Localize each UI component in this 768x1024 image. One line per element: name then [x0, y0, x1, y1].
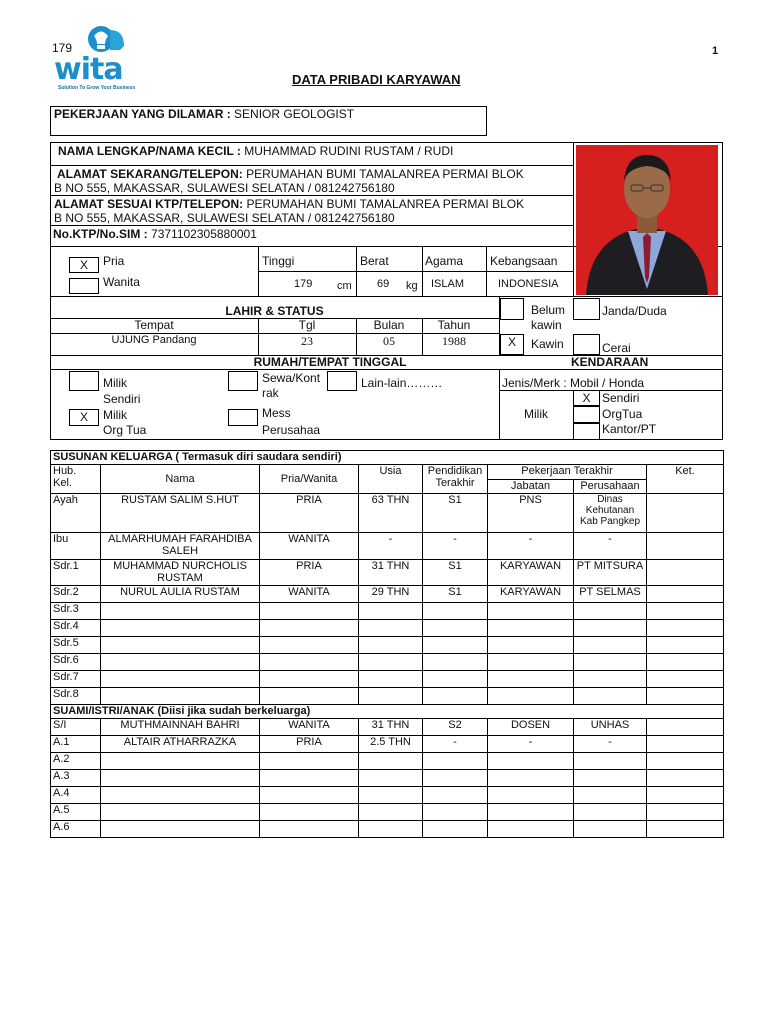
vehicle-type: Jenis/Merk : Mobil / Honda	[502, 376, 645, 390]
cell-ket	[647, 586, 724, 603]
family-header: SUSUNAN KELUARGA ( Termasuk diri saudara sendiri)	[51, 451, 724, 465]
cell-usia	[359, 770, 423, 787]
cell-hub: Sdr.5	[51, 637, 101, 654]
housing-mess-checkbox[interactable]	[228, 409, 258, 426]
table-row	[51, 494, 724, 533]
cell-hub: S/I	[51, 719, 101, 736]
gender-female-checkbox[interactable]	[69, 278, 99, 294]
col-notes: Ket.	[647, 465, 724, 494]
cell-ket	[647, 804, 724, 821]
birth-year-label: Tahun	[437, 318, 471, 332]
cell-ket	[647, 494, 724, 533]
table-row	[51, 736, 724, 753]
profile-photo	[576, 145, 718, 295]
cell-perusahaan	[574, 654, 647, 671]
vehicle-owner-label: Milik	[524, 407, 548, 421]
housing-mess-label-2: Perusahaa	[262, 423, 321, 437]
vehicle-parents-checkbox[interactable]	[573, 406, 600, 423]
birth-date-label: Tgl	[298, 318, 316, 332]
status-married-label: Kawin	[531, 337, 564, 351]
col-age: Usia	[359, 465, 423, 494]
cell-hub: A.4	[51, 787, 101, 804]
weight-unit: kg	[406, 280, 418, 292]
cell-pw	[260, 688, 359, 705]
job-value: SENIOR GEOLOGIST	[234, 107, 355, 121]
cell-nama	[101, 654, 260, 671]
vehicle-parents-label: OrgTua	[602, 407, 643, 421]
cell-perusahaan	[574, 787, 647, 804]
cell-usia: -	[359, 533, 423, 560]
housing-own-checkbox[interactable]	[69, 371, 99, 391]
cell-hub: Sdr.2	[51, 586, 101, 603]
cell-usia	[359, 787, 423, 804]
cell-perusahaan: UNHAS	[574, 719, 647, 736]
cell-perusahaan	[574, 821, 647, 838]
cell-jabatan: -	[488, 736, 574, 753]
table-row	[51, 821, 724, 838]
cell-pw	[260, 603, 359, 620]
cell-usia	[359, 654, 423, 671]
cell-nama	[101, 671, 260, 688]
cell-jabatan	[488, 688, 574, 705]
cell-ket	[647, 821, 724, 838]
cell-usia	[359, 821, 423, 838]
cell-pw	[260, 671, 359, 688]
cell-pend: -	[423, 736, 488, 753]
page-number-left: 179	[52, 41, 73, 55]
ktp-address-value-2: B NO 555, MAKASSAR, SULAWESI SELATAN / 081242756180	[54, 211, 395, 225]
cell-pend: S1	[423, 494, 488, 533]
cell-pw	[260, 753, 359, 770]
vehicle-header: KENDARAAN	[571, 355, 649, 369]
cell-nama: MUTHMAINNAH BAHRI	[101, 719, 260, 736]
job-field	[54, 107, 354, 121]
table-row	[51, 637, 724, 654]
cell-usia: 31 THN	[359, 560, 423, 586]
ktp-address-label: ALAMAT SESUAI KTP/TELEPON:	[54, 197, 244, 211]
cell-pw	[260, 821, 359, 838]
cell-jabatan: KARYAWAN	[488, 560, 574, 586]
table-row	[51, 620, 724, 637]
status-divorced-checkbox[interactable]	[573, 334, 600, 355]
full-name-label: NAMA LENGKAP/NAMA KECIL :	[58, 144, 241, 158]
cell-pend	[423, 770, 488, 787]
cell-pw: PRIA	[260, 560, 359, 586]
job-label: PEKERJAAN YANG DILAMAR :	[54, 107, 231, 121]
cell-nama	[101, 603, 260, 620]
cell-usia: 2.5 THN	[359, 736, 423, 753]
logo-tagline: Solution To Grow Your Business	[58, 85, 136, 91]
cell-hub: Sdr.1	[51, 560, 101, 586]
cell-usia: 29 THN	[359, 586, 423, 603]
cell-jabatan	[488, 654, 574, 671]
cell-pw	[260, 770, 359, 787]
current-address-value: PERUMAHAN BUMI TAMALANREA PERMAI BLOK	[246, 167, 524, 181]
cell-pw: WANITA	[260, 586, 359, 603]
cell-nama	[101, 787, 260, 804]
cell-jabatan: DOSEN	[488, 719, 574, 736]
housing-rent-label-1: Sewa/Kont	[262, 371, 321, 385]
cell-perusahaan	[574, 620, 647, 637]
status-widowed-label: Janda/Duda	[602, 304, 667, 318]
cell-nama	[101, 637, 260, 654]
birth-month-label: Bulan	[373, 318, 405, 332]
cell-ket	[647, 620, 724, 637]
cell-pend	[423, 787, 488, 804]
cell-pw: WANITA	[260, 719, 359, 736]
housing-own-label-1: Milik	[103, 376, 127, 390]
height-value: 179	[294, 278, 313, 290]
cell-hub: Sdr.4	[51, 620, 101, 637]
cell-perusahaan: Dinas Kehutanan Kab Pangkep	[574, 494, 647, 533]
cell-ket	[647, 753, 724, 770]
birth-month-value: 05	[383, 334, 395, 348]
weight-value: 69	[377, 278, 390, 290]
ktp-number-label: No.KTP/No.SIM :	[53, 227, 148, 241]
col-gender: Pria/Wanita	[260, 465, 359, 494]
table-row	[51, 586, 724, 603]
cell-pw	[260, 637, 359, 654]
weight-label: Berat	[360, 254, 389, 268]
status-single-label-2: kawin	[531, 318, 562, 332]
col-name: Nama	[101, 465, 260, 494]
spouse-header: SUAMI/ISTRI/ANAK (Diisi jika sudah berkeluarga)	[51, 705, 724, 719]
cell-perusahaan: PT MITSURA	[574, 560, 647, 586]
cell-usia: 63 THN	[359, 494, 423, 533]
full-name-value: MUHAMMAD RUDINI RUSTAM / RUDI	[244, 144, 454, 158]
cell-jabatan: PNS	[488, 494, 574, 533]
cell-ket	[647, 736, 724, 753]
cell-usia	[359, 804, 423, 821]
religion-label: Agama	[425, 254, 464, 268]
cell-pend	[423, 603, 488, 620]
current-address-label: ALAMAT SEKARANG/TELEPON:	[57, 167, 243, 181]
cell-usia	[359, 671, 423, 688]
table-row	[51, 688, 724, 705]
full-name-field	[58, 144, 453, 158]
col-last-job: Pekerjaan Terakhir	[488, 465, 647, 480]
current-address-field	[57, 167, 524, 181]
birth-place-value: UJUNG Pandang	[111, 334, 197, 346]
birth-year-value: 1988	[442, 334, 466, 348]
birth-date-value: 23	[301, 334, 313, 348]
col-education: Pendidikan Terakhir	[423, 465, 488, 494]
cell-pend: S2	[423, 719, 488, 736]
table-row	[51, 603, 724, 620]
housing-rent-checkbox[interactable]	[228, 371, 258, 391]
housing-header: RUMAH/TEMPAT TINGGAL	[253, 355, 407, 369]
table-row	[51, 753, 724, 770]
cell-jabatan: -	[488, 533, 574, 560]
height-label: Tinggi	[262, 254, 295, 268]
gender-male-checkbox[interactable]: X	[69, 257, 99, 273]
cell-pend: S1	[423, 560, 488, 586]
cell-perusahaan	[574, 603, 647, 620]
cell-nama	[101, 804, 260, 821]
cell-hub: Ibu	[51, 533, 101, 560]
cell-nama: ALTAIR ATHARRAZKA	[101, 736, 260, 753]
housing-parents-checkbox[interactable]: X	[69, 409, 99, 426]
status-single-label-1: Belum	[531, 303, 566, 317]
cell-perusahaan	[574, 688, 647, 705]
cell-hub: Sdr.8	[51, 688, 101, 705]
ktp-address-value: PERUMAHAN BUMI TAMALANREA PERMAI BLOK	[246, 197, 525, 211]
cell-nama: NURUL AULIA RUSTAM	[101, 586, 260, 603]
cell-nama	[101, 620, 260, 637]
cell-hub: A.1	[51, 736, 101, 753]
cell-usia	[359, 753, 423, 770]
housing-parents-label-2: Org Tua	[103, 423, 147, 437]
cell-perusahaan	[574, 753, 647, 770]
company-logo	[54, 22, 164, 92]
cell-pend	[423, 804, 488, 821]
cell-ket	[647, 770, 724, 787]
page-title: DATA PRIBADI KARYAWAN	[292, 72, 461, 87]
cell-perusahaan	[574, 804, 647, 821]
cell-pend	[423, 671, 488, 688]
vehicle-office-checkbox[interactable]	[573, 423, 600, 440]
cell-hub: A.6	[51, 821, 101, 838]
cell-perusahaan	[574, 770, 647, 787]
height-unit: cm	[337, 280, 352, 292]
cell-usia	[359, 688, 423, 705]
cell-hub: A.5	[51, 804, 101, 821]
vehicle-office-label: Kantor/PT	[602, 422, 657, 436]
housing-other-checkbox[interactable]	[327, 371, 357, 391]
ktp-number-value: 7371102305880001	[151, 227, 257, 241]
cell-jabatan: KARYAWAN	[488, 586, 574, 603]
status-widowed-checkbox[interactable]	[573, 298, 600, 320]
current-address-value-2: B NO 555, MAKASSAR, SULAWESI SELATAN / 081242756180	[54, 181, 395, 195]
cell-ket	[647, 671, 724, 688]
cell-jabatan	[488, 787, 574, 804]
cell-perusahaan	[574, 671, 647, 688]
status-single-checkbox[interactable]	[500, 298, 524, 320]
cell-perusahaan: PT SELMAS	[574, 586, 647, 603]
cell-nama	[101, 688, 260, 705]
cell-pend	[423, 821, 488, 838]
table-row	[51, 654, 724, 671]
cell-hub: A.3	[51, 770, 101, 787]
cell-usia: 31 THN	[359, 719, 423, 736]
cell-jabatan	[488, 637, 574, 654]
logo-wordmark: wita	[54, 52, 123, 87]
table-row	[51, 787, 724, 804]
religion-value: ISLAM	[431, 278, 465, 290]
cell-ket	[647, 603, 724, 620]
cell-ket	[647, 719, 724, 736]
cell-hub: Sdr.3	[51, 603, 101, 620]
housing-rent-label-2: rak	[262, 386, 279, 400]
cell-jabatan	[488, 821, 574, 838]
table-row	[51, 770, 724, 787]
cell-pend	[423, 654, 488, 671]
family-table	[50, 450, 724, 838]
cell-hub: Ayah	[51, 494, 101, 533]
col-relation: Hub. Kel.	[51, 465, 101, 494]
cell-nama	[101, 770, 260, 787]
cell-ket	[647, 637, 724, 654]
cell-ket	[647, 560, 724, 586]
housing-parents-label-1: Milik	[103, 408, 127, 422]
ktp-number-field	[53, 227, 257, 241]
cell-jabatan	[488, 620, 574, 637]
cell-ket	[647, 688, 724, 705]
cell-usia	[359, 637, 423, 654]
vehicle-own-label: Sendiri	[602, 391, 640, 405]
page-number-right: 1	[712, 45, 719, 57]
table-row	[51, 671, 724, 688]
cell-usia	[359, 603, 423, 620]
cell-jabatan	[488, 753, 574, 770]
cell-nama: RUSTAM SALIM S.HUT	[101, 494, 260, 533]
cell-hub: Sdr.7	[51, 671, 101, 688]
cell-nama: MUHAMMAD NURCHOLIS RUSTAM	[101, 560, 260, 586]
cell-hub: A.2	[51, 753, 101, 770]
housing-other-label: Lain-lain………	[361, 376, 443, 390]
cell-nama	[101, 753, 260, 770]
cell-pend	[423, 753, 488, 770]
cell-pend: S1	[423, 586, 488, 603]
cell-jabatan	[488, 603, 574, 620]
table-row	[51, 560, 724, 586]
gender-female-label: Wanita	[103, 275, 140, 289]
col-position: Jabatan	[488, 480, 574, 494]
cell-nama	[101, 821, 260, 838]
housing-mess-label-1: Mess	[262, 406, 291, 420]
table-row	[51, 533, 724, 560]
cell-perusahaan	[574, 637, 647, 654]
ktp-address-field	[54, 197, 524, 211]
nationality-label: Kebangsaan	[490, 254, 558, 268]
birth-status-header: LAHIR & STATUS	[225, 304, 324, 318]
cell-pw: PRIA	[260, 494, 359, 533]
status-married-checkbox[interactable]: X	[500, 334, 524, 355]
cell-perusahaan: -	[574, 736, 647, 753]
cell-nama: ALMARHUMAH FARAHDIBA SALEH	[101, 533, 260, 560]
cell-ket	[647, 654, 724, 671]
cell-pw	[260, 654, 359, 671]
table-row	[51, 804, 724, 821]
birth-place-label: Tempat	[134, 318, 174, 332]
housing-own-label-2: Sendiri	[103, 392, 141, 406]
cell-pend	[423, 637, 488, 654]
status-divorced-label: Cerai	[602, 341, 631, 355]
nationality-value: INDONESIA	[498, 278, 559, 290]
col-company: Perusahaan	[574, 480, 647, 494]
cell-jabatan	[488, 671, 574, 688]
cell-jabatan	[488, 804, 574, 821]
cell-usia	[359, 620, 423, 637]
cell-pw	[260, 787, 359, 804]
cell-pw: WANITA	[260, 533, 359, 560]
cell-pend: -	[423, 533, 488, 560]
vehicle-own-checkbox[interactable]: X	[573, 390, 600, 406]
cell-hub: Sdr.6	[51, 654, 101, 671]
cell-perusahaan: -	[574, 533, 647, 560]
cell-pw	[260, 804, 359, 821]
person-photo-icon	[576, 145, 718, 295]
cell-ket	[647, 787, 724, 804]
cell-pend	[423, 620, 488, 637]
cell-ket	[647, 533, 724, 560]
table-row	[51, 719, 724, 736]
gender-male-label: Pria	[103, 254, 125, 268]
cell-pw: PRIA	[260, 736, 359, 753]
cell-pend	[423, 688, 488, 705]
cell-jabatan	[488, 770, 574, 787]
cell-pw	[260, 620, 359, 637]
